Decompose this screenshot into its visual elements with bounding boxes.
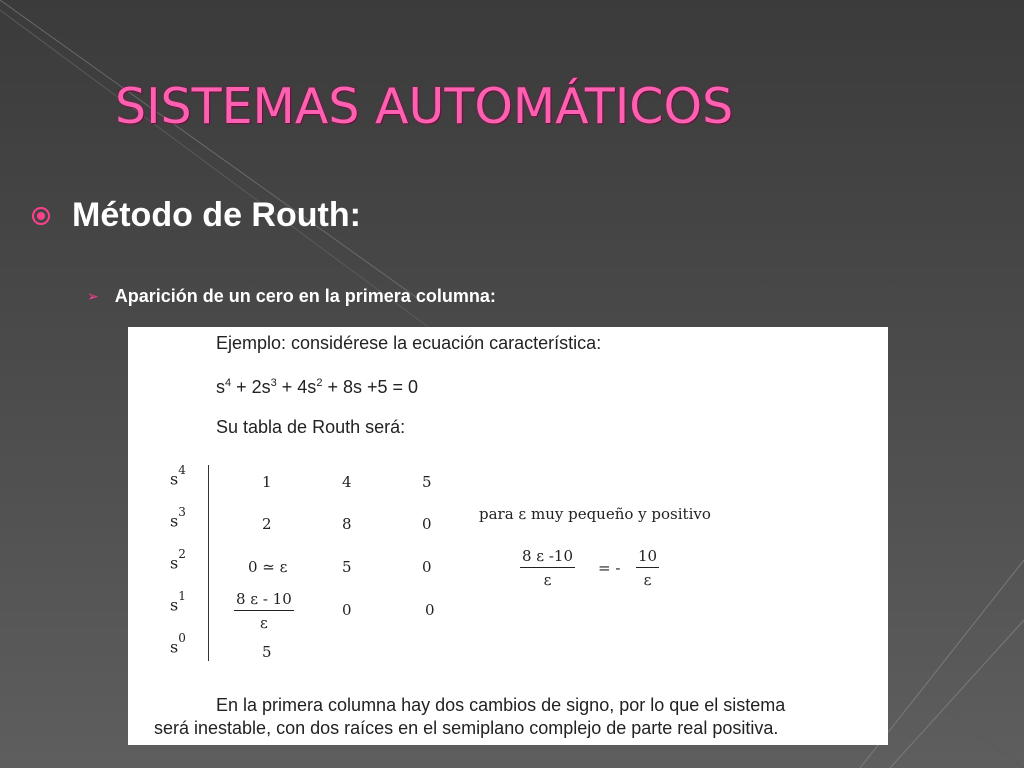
row-label: $s^0$: [170, 631, 186, 657]
table-cell: 0: [422, 558, 432, 576]
limit-rhs-fraction: $\frac{10}{\varepsilon}$: [638, 547, 658, 589]
example-intro: Ejemplo: considérese la ecuación característica:: [216, 333, 602, 353]
table-cell: 5: [422, 473, 432, 491]
bullet-level1-text: Método de Routh:: [72, 196, 361, 234]
fraction-numerator: 8 ε - 10: [234, 590, 294, 611]
conclusion-line-2: será inestable, con dos raíces en el semiplano complejo de parte real positiva.: [154, 718, 779, 738]
bullet-level2-text: Aparición de un cero en la primera columna:: [114, 286, 496, 306]
table-cell: 4: [342, 473, 352, 491]
radio-bullet-icon: [32, 207, 50, 225]
table-cell: 2: [262, 515, 272, 533]
characteristic-equation: $s^4 + 2s^3 + 4s^2 + 8s +5 = 0$: [216, 377, 419, 397]
table-cell: 5: [342, 558, 352, 576]
table-cell: 0: [422, 515, 432, 533]
table-cell: 0: [342, 601, 352, 619]
arrow-bullet-icon: ➢: [87, 288, 99, 304]
bullet-level2: [87, 286, 496, 307]
table-intro: Su tabla de Routh será:: [216, 417, 406, 437]
limit-operator: = -: [598, 559, 621, 577]
row-label: $s^1$: [170, 589, 186, 615]
table-cell: 0: [425, 601, 435, 619]
table-cell: 8: [342, 515, 352, 533]
row-label: $s^4$: [170, 463, 186, 489]
fraction-denominator: ε: [260, 614, 268, 632]
table-cell: 0 ≃ ε: [248, 558, 288, 576]
table-divider: [208, 465, 209, 661]
conclusion-line-1: En la primera columna hay dos cambios de signo, por lo que el sistema: [216, 695, 786, 715]
limit-lhs-fraction: $\frac{8 \varepsilon -10}{\varepsilon}$: [522, 547, 574, 589]
slide-title: SISTEMAS AUTOMÁTICOS: [115, 78, 734, 135]
table-cell: 5: [262, 643, 272, 661]
example-image-panel: [128, 327, 888, 745]
row-label: $s^3$: [170, 505, 186, 531]
epsilon-note: para ε muy pequeño y positivo: [479, 505, 711, 523]
table-cell: 1: [262, 473, 272, 491]
table-fraction-cell: [234, 590, 294, 632]
row-label: $s^2$: [170, 547, 186, 573]
bullet-level1: [32, 196, 361, 235]
